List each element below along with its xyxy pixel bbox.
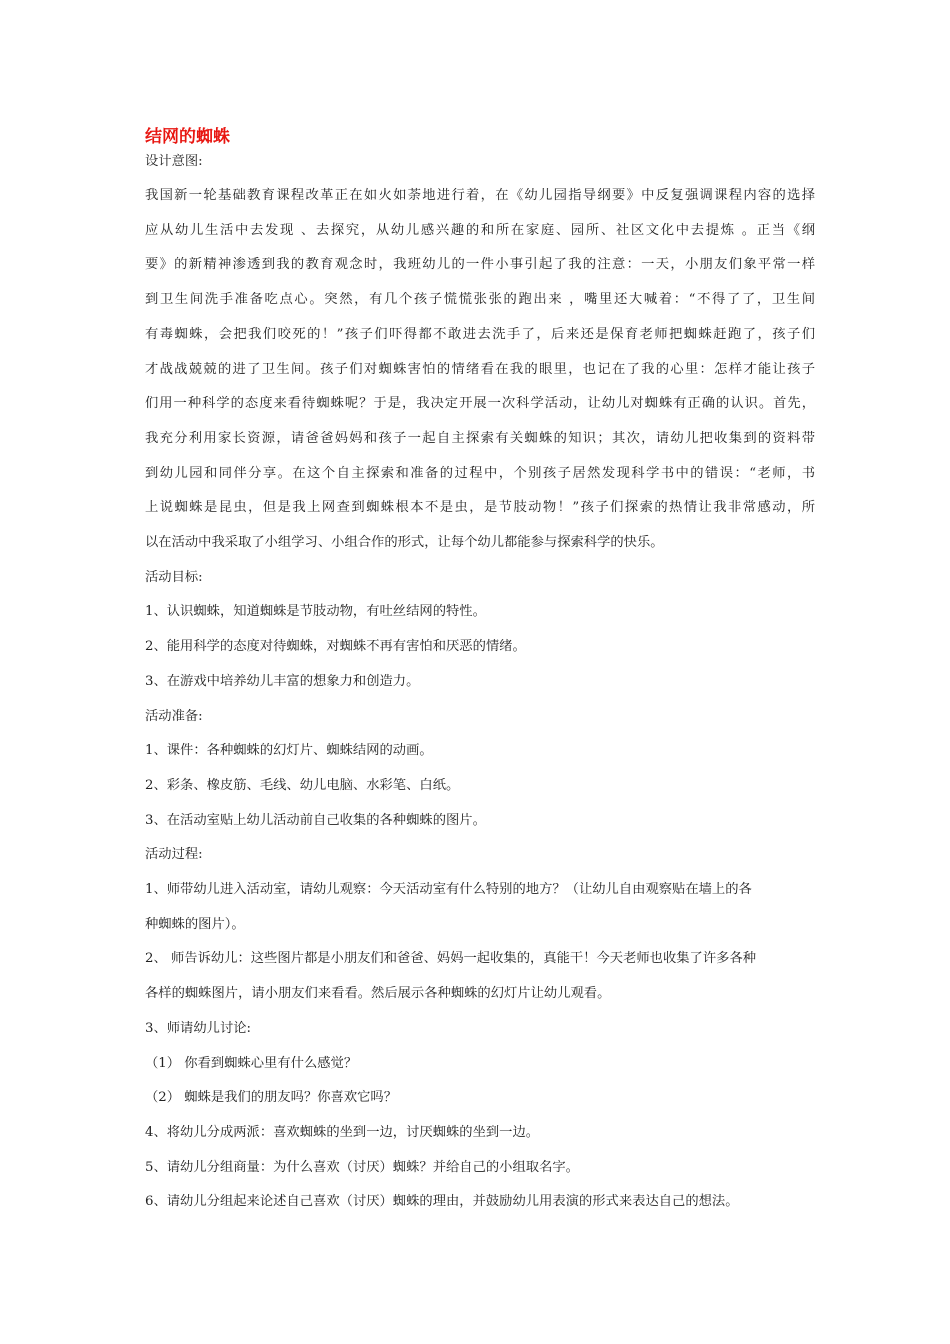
intent-line: 有毒蜘蛛，会把我们咬死的！”孩子们吓得都不敢进去洗手了，后来还是保育老师把蜘蛛赶跑了，孩子们 bbox=[145, 326, 815, 342]
intent-line: 们用一种科学的态度来看待蜘蛛呢？于是，我决定开展一次科学活动，让幼儿对蜘蛛有正确的认识。首先， bbox=[145, 396, 815, 412]
goal-item: 3、在游戏中培养幼儿丰富的想象力和创造力。 bbox=[145, 673, 420, 689]
intent-line: 我国新一轮基础教育课程改革正在如火如荼地进行着，在《幼儿园指导纲要》中反复强调课程内容的选择 bbox=[145, 188, 815, 203]
intent-line: 我充分利用家长资源，请爸爸妈妈和孩子一起自主探索有关蜘蛛的知识；其次，请幼儿把收集到的资料带 bbox=[145, 430, 815, 446]
prep-item: 2、彩条、橡皮筋、毛线、幼儿电脑、水彩笔、白纸。 bbox=[145, 777, 460, 793]
process-item: （1） 你看到蜘蛛心里有什么感觉？ bbox=[145, 1055, 358, 1071]
process-item: 5、请幼儿分组商量：为什么喜欢（讨厌）蜘蛛？并给自己的小组取名字。 bbox=[145, 1159, 579, 1175]
goal-item: 1、认识蜘蛛，知道蜘蛛是节肢动物，有吐丝结网的特性。 bbox=[145, 604, 486, 620]
goals-label: 活动目标: bbox=[145, 569, 203, 585]
goal-item: 2、能用科学的态度对待蜘蛛，对蜘蛛不再有害怕和厌恶的情绪。 bbox=[145, 639, 526, 655]
process-item: 种蜘蛛的图片）。 bbox=[145, 916, 245, 932]
process-item: 6、请幼儿分组起来论述自己喜欢（讨厌）蜘蛛的理由，并鼓励幼儿用表演的形式来表达自己的想法。 bbox=[145, 1194, 739, 1210]
process-item: 4、将幼儿分成两派：喜欢蜘蛛的坐到一边，讨厌蜘蛛的坐到一边。 bbox=[145, 1124, 540, 1140]
intent-line: 应从幼儿生活中去发现 、去探究，从幼儿感兴趣的和所在家庭、园所、社区文化中去提炼 。正当《纲 bbox=[145, 222, 815, 238]
intent-paragraph bbox=[145, 179, 815, 561]
intent-line: 要》的新精神渗透到我的教育观念时，我班幼儿的一件小事引起了我的注意：一天，小朋友们象平常一样 bbox=[145, 257, 815, 273]
process-item: 3、师请幼儿讨论: bbox=[145, 1020, 252, 1036]
intent-line: 到卫生间洗手准备吃点心。突然，有几个孩子慌慌张张的跑出来 ，嘴里还大喊着：“不得了了，卫生间 bbox=[145, 292, 815, 308]
intent-line: 上说蜘蛛是昆虫，但是我上网查到蜘蛛根本不是虫，是节肢动物！”孩子们探索的热情让我非常感动，所 bbox=[145, 500, 815, 516]
prep-label: 活动准备: bbox=[145, 708, 203, 724]
process-label: 活动过程: bbox=[145, 847, 203, 863]
intent-label: 设计意图: bbox=[145, 154, 203, 169]
prep-item: 1、课件：各种蜘蛛的幻灯片、蜘蛛结网的动画。 bbox=[145, 743, 433, 759]
intent-line: 以在活动中我采取了小组学习、小组合作的形式，让每个幼儿都能参与探索科学的快乐。 bbox=[145, 535, 664, 551]
process-item: 各样的蜘蛛图片，请小朋友们来看看。然后展示各种蜘蛛的幻灯片让幼儿观看。 bbox=[145, 986, 611, 1002]
process-item: 2、 师告诉幼儿：这些图片都是小朋友们和爸爸、妈妈一起收集的，真能干！今天老师也收集了许多各种 bbox=[145, 951, 757, 967]
process-item: （2） 蜘蛛是我们的朋友吗？你喜欢它吗？ bbox=[145, 1090, 398, 1106]
document-page bbox=[145, 124, 815, 1220]
prep-item: 3、在活动室贴上幼儿活动前自己收集的各种蜘蛛的图片。 bbox=[145, 812, 486, 828]
intent-line: 到幼儿园和同伴分享。在这个自主探索和准备的过程中，个别孩子居然发现科学书中的错误：“老师，书 bbox=[145, 465, 815, 481]
document-title: 结网的蜘蛛 bbox=[145, 127, 230, 147]
process-item: 1、师带幼儿进入活动室，请幼儿观察：今天活动室有什么特别的地方？（让幼儿自由观察贴在墙上的各 bbox=[145, 882, 752, 898]
intent-line: 才战战兢兢的进了卫生间。孩子们对蜘蛛害怕的情绪看在我的眼里，也记在了我的心里：怎样才能让孩子 bbox=[145, 361, 815, 377]
